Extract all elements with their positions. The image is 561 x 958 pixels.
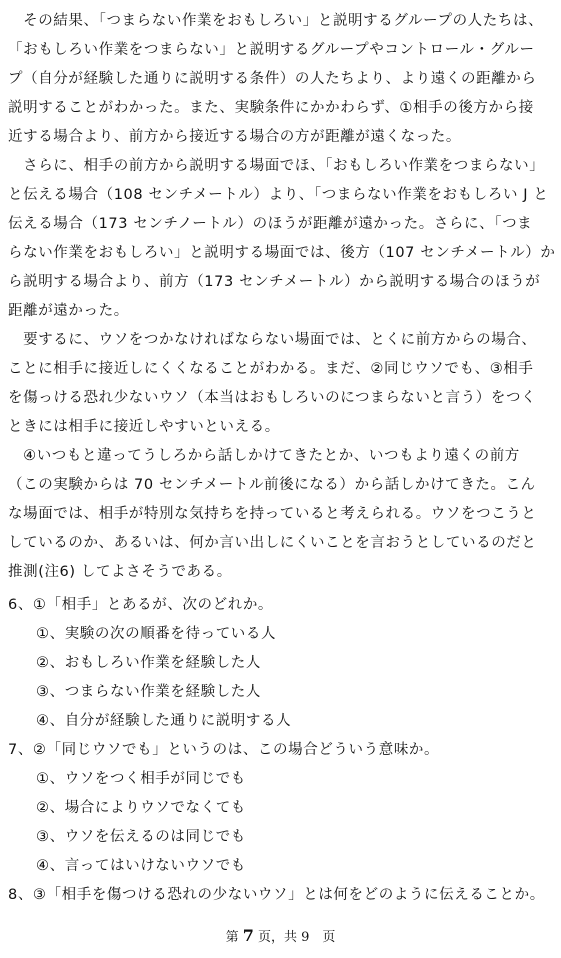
text-line: 説明することがわかった。また、実験条件にかかわらず、①相手の後方から接: [8, 100, 534, 116]
page-number-current: 7: [242, 926, 254, 945]
page-number-prefix: 第: [225, 930, 239, 945]
text-line: 距離が遠かった。: [8, 303, 129, 319]
text-line: プ（自分が経験した通りに説明する条件）の人たちより、より遠くの距離から: [8, 71, 537, 87]
question-7-option-4: ④、言ってはいけないウソでも: [36, 858, 246, 874]
question-8: 8、③「相手を傷つける恐れの少ないウソ」とは何をどのように伝えることか。: [8, 887, 545, 903]
text-line: しているのか、あるいは、何か言い出しにくいことを言おうとしているのだと: [8, 535, 537, 551]
question-6-option-1: ①、実験の次の順番を待っている人: [36, 626, 277, 642]
question-6-option-4: ④、自分が経験した通りに説明する人: [36, 713, 292, 729]
question-7-option-3: ③、ウソを伝えるのは同じでも: [36, 829, 246, 845]
question-6: 6、①「相手」とあるが、次のどれか。: [8, 597, 274, 613]
text-line: その結果、「つまらない作業をおもしろい」と説明するグループの人たちは、: [8, 13, 544, 29]
page-number: [0, 927, 561, 947]
text-line: （この実験からは 70 センチメートル前後になる）から話しかけてきた。こん: [8, 477, 536, 493]
question-7: 7、②「同じウソでも」というのは、この場合どういう意味か。: [8, 742, 440, 758]
question-6-option-2: ②、おもしろい作業を経験した人: [36, 655, 261, 671]
text-line: さらに、相手の前方から説明する場面でほ、「おもしろい作業をつまらない」: [8, 158, 545, 174]
text-line: 要するに、ウソをつかなければならない場面では、とくに前方からの場合、: [8, 332, 537, 348]
text-line: ら説明する場合より、前方（173 センチメートル）から説明する場合のほうが: [8, 274, 541, 290]
text-line: ことに相手に接近しにくくなることがわかる。まだ、②同じウソでも、③相手: [8, 361, 534, 377]
page-number-suffix: 页，共 9 页: [258, 930, 336, 945]
text-line: 「おもしろい作業をつまらない」と説明するグループやコントロール・グルー: [8, 42, 535, 58]
question-7-option-2: ②、場合によりウソでなくても: [36, 800, 246, 816]
text-line: を傷っける恐れ少ないウソ（本当はおもしろいのにつまらないと言う）をつく: [8, 390, 537, 406]
text-line: と伝える場合（108 センチメートル）より、「つまらない作業をおもしろい J と: [8, 187, 549, 203]
text-line: 伝える場合（173 センチノートル）のほうが距離が遠かった。さらに、「つま: [8, 216, 533, 232]
text-line: らない作業をおもしろい」と説明する場面では、後方（107 センチメートル）か: [8, 245, 556, 261]
question-6-option-3: ③、つまらない作業を経験した人: [36, 684, 261, 700]
text-line: 近する場合より、前方から接近する場合の方が距離が遠くなった。: [8, 129, 461, 145]
text-line: 推測(注6) してよさそうである。: [8, 564, 232, 580]
text-line: な場面では、相手が特別な気持ちを持っていると考えられる。ウソをつこうと: [8, 506, 537, 522]
text-line: ときには相手に接近しやすいといえる。: [8, 419, 280, 435]
text-line: ④いつもと違ってうしろから話しかけてきたとか、いつもより遠くの前方: [8, 448, 520, 464]
question-7-option-1: ①、ウソをつく相手が同じでも: [36, 771, 246, 787]
